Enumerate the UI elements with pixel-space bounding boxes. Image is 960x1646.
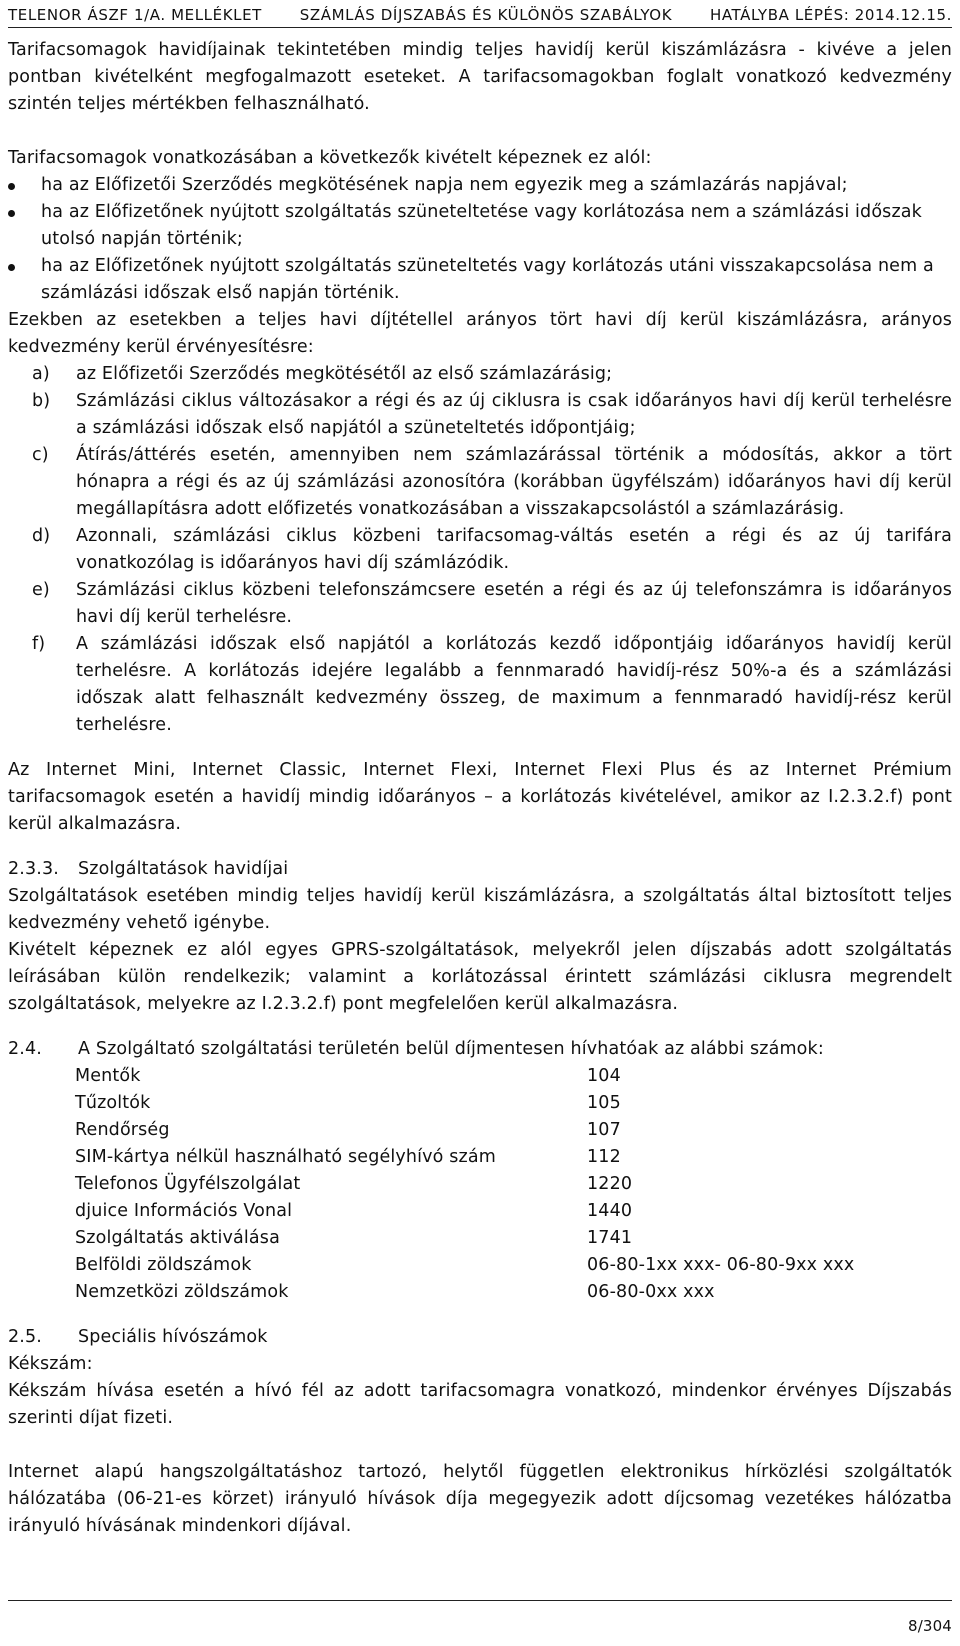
list-item: ha az Előfizetői Szerződés megkötésének napja nem egyezik meg a számlazárás napjával; (8, 172, 952, 199)
free-numbers-table (8, 1063, 952, 1306)
table-row (75, 1090, 952, 1117)
list-item: a) az Előfizetői Szerződés megkötésétől az első számlazárásig; (8, 361, 952, 388)
service-name: Telefonos Ügyfélszolgálat (75, 1174, 301, 1194)
bullet-icon (8, 264, 15, 271)
section-2-5-subtitle: Kékszám: (8, 1354, 93, 1374)
table-row (75, 1198, 952, 1225)
section-number: 2.3.3. (8, 859, 59, 879)
list-item: c) Átírás/áttérés esetén, amennyiben nem számlazárással történik a módosítás, akkor a tört hónapra a régi és az új számlázási azonosítóra (korábban ügyfélszám) időarányos havi díj kerül megállapításra adott előfizetés vonatkozásában a visszakapcsolástól a számlazárásig. (8, 442, 952, 523)
page-header (8, 2, 952, 28)
list-item: e) Számlázási ciklus közbeni telefonszámcsere esetén a régi és az új telefonszámra is időarányos havi díj kerül terhelésre. (8, 577, 952, 631)
list-item: ha az Előfizetőnek nyújtott szolgáltatás szüneteltetése vagy korlátozása nem a számlázási időszak utolsó napján történik; (8, 199, 952, 253)
section-2-3-3-paragraph-1: Szolgáltatások esetében mindig teljes havidíj kerül kiszámlázásra, a szolgáltatás által biztosított teljes kedvezmény vehető igénybe. (8, 886, 952, 933)
header-divider (8, 27, 952, 28)
table-row (75, 1171, 952, 1198)
phone-number: 112 (587, 1147, 621, 1167)
table-row (75, 1117, 952, 1144)
table-row (75, 1144, 952, 1171)
list-item: f) A számlázási időszak első napjától a korlátozás kezdő időpontjáig időarányos havidíj kerül terhelésre. A korlátozás idejére legalább a fennmaradó havidíj-rész 50%-a és a számlázási időszak alatt felhasznált kedvezmény összeg, de maximum a fennmaradó havidíj-rész kerül terhelésre. (8, 631, 952, 739)
section-number: 2.5. (8, 1327, 42, 1347)
section-2-5-paragraph-2: Internet alapú hangszolgáltatáshoz tartozó, helytől független elektronikus hírközlési szolgáltatók hálózatába (06-21-es körzet) irányuló hívások díja megegyezik adott díjcsomag vezetékes hálózatba irányuló hívásának mindenkori díjával. (8, 1462, 952, 1536)
section-title: A Szolgáltató szolgáltatási területén belül díjmentesen hívhatóak az alábbi számok: (78, 1039, 824, 1059)
service-name: Szolgáltatás aktiválása (75, 1228, 280, 1248)
list-item: d) Azonnali, számlázási ciklus közbeni tarifacsomag-váltás esetén a régi és az új tarifára vonatkozólag is időarányos havi díj számlázódik. (8, 523, 952, 577)
internet-note: Az Internet Mini, Internet Classic, Internet Flexi, Internet Flexi Plus és az Internet Prémium tarifacsomagok esetén a havidíj mindig időarányos – a korlátozás kivételével, amikor az I.2.3.2.f) pont kerül alkalmazásra. (8, 760, 952, 834)
header-section: SZÁMLÁS DÍJSZABÁS ÉS KÜLÖNÖS SZABÁLYOK (299, 6, 673, 24)
table-row (75, 1279, 952, 1306)
exceptions-list (8, 172, 952, 307)
phone-number: 104 (587, 1066, 621, 1086)
service-name: Tűzoltók (75, 1093, 151, 1113)
phone-number: 107 (587, 1120, 621, 1140)
proportional-intro: Ezekben az esetekben a teljes havi díjtétellel arányos tört havi díj kerül kiszámlázásra, arányos kedvezmény kerül érvényesítésre: (8, 310, 952, 357)
phone-number: 06-80-1xx xxx- 06-80-9xx xxx (587, 1255, 855, 1275)
section-2-5-heading (8, 1324, 952, 1351)
header-effective-date: HATÁLYBA LÉPÉS: 2014.12.15. (709, 6, 952, 24)
service-name: Mentők (75, 1066, 141, 1086)
intro-paragraph: Tarifacsomagok havidíjainak tekintetében mindig teljes havidíj kerül kiszámlázásra - kivéve a jelen pontban kivételként megfogalmazott eseteket. A tarifacsomagokban foglalt vonatkozó kedvezmény szintén teljes mértékben felhasználható. (8, 40, 952, 114)
section-title: Szolgáltatások havidíjai (78, 859, 289, 879)
list-marker: a) (32, 364, 50, 384)
section-2-5-paragraph-1: Kékszám hívása esetén a hívó fél az adott tarifacsomagra vonatkozó, mindenkor érvényes Díjszabás szerinti díjat fizeti. (8, 1381, 952, 1428)
list-marker: f) (32, 634, 46, 654)
service-name: Belföldi zöldszámok (75, 1255, 252, 1275)
phone-number: 105 (587, 1093, 621, 1113)
header-company: TELENOR ÁSZF 1/A. MELLÉKLET (8, 6, 262, 24)
phone-number: 1440 (587, 1201, 633, 1221)
list-marker: e) (32, 580, 50, 600)
phone-number: 1741 (587, 1228, 633, 1248)
bullet-icon (8, 183, 15, 190)
cases-list (8, 361, 952, 739)
section-2-3-3-paragraph-2: Kivételt képeznek ez alól egyes GPRS-szolgáltatások, melyekről jelen díjszabás adott szolgáltatás leírásában külön rendelkezik; valamint a korlátozással érintett számlázási ciklusra megrendelt szolgáltatások, melyekre az I.2.3.2.f) pont megfelelően kerül alkalmazásra. (8, 940, 952, 1014)
list-marker: d) (32, 526, 51, 546)
section-2-3-3-heading (8, 856, 952, 883)
section-number: 2.4. (8, 1039, 42, 1059)
exceptions-intro: Tarifacsomagok vonatkozásában a következők kivételt képeznek ez alól: (8, 148, 652, 168)
service-name: Nemzetközi zöldszámok (75, 1282, 289, 1302)
list-item: ha az Előfizetőnek nyújtott szolgáltatás szüneteltetés vagy korlátozás utáni visszakapcsolása nem a számlázási időszak első napján történik. (8, 253, 952, 307)
page-number: 8/304 (908, 1617, 952, 1635)
list-marker: b) (32, 391, 51, 411)
list-marker: c) (32, 445, 49, 465)
phone-number: 06-80-0xx xxx (587, 1282, 715, 1302)
table-row (75, 1252, 952, 1279)
list-item: b) Számlázási ciklus változásakor a régi és az új ciklusra is csak időarányos havi díj kerül terhelésre a számlázási időszak első napjától a szüneteltetés időpontjáig; (8, 388, 952, 442)
document-body (8, 37, 952, 1540)
section-title: Speciális hívószámok (78, 1327, 268, 1347)
footer-divider (8, 1600, 952, 1601)
phone-number: 1220 (587, 1174, 633, 1194)
section-2-4-heading (8, 1036, 952, 1063)
table-row (75, 1225, 952, 1252)
table-row (75, 1063, 952, 1090)
service-name: SIM-kártya nélkül használható segélyhívó szám (75, 1147, 496, 1167)
service-name: Rendőrség (75, 1120, 170, 1140)
service-name: djuice Információs Vonal (75, 1201, 293, 1221)
bullet-icon (8, 210, 15, 217)
